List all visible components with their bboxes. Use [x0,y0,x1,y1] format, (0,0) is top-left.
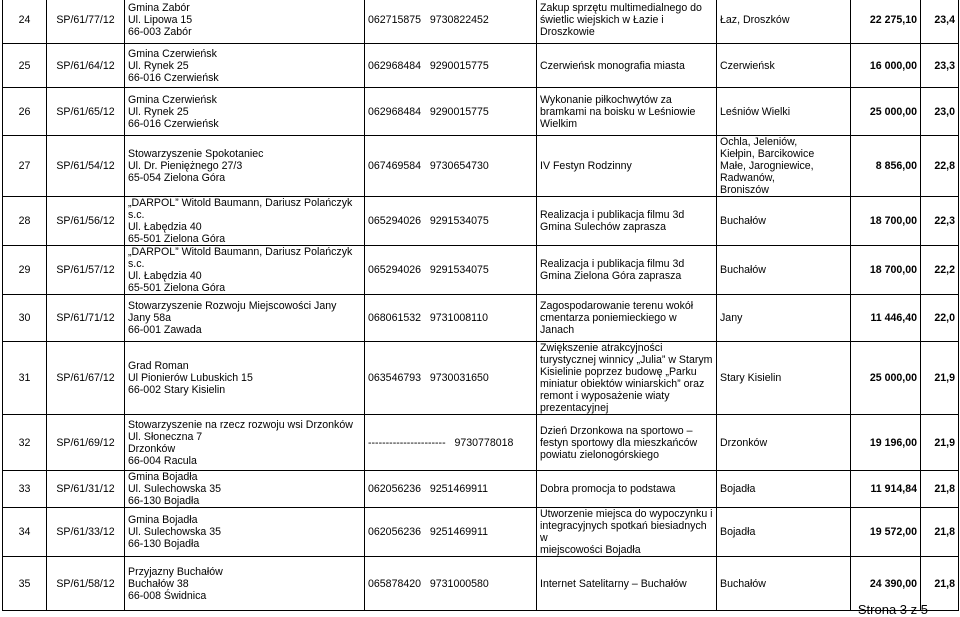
project-purpose-line: Realizacja i publikacja filmu 3d [540,209,685,221]
location-line: Ochla, Jeleniów, [720,136,798,148]
project-purpose-line: miejscowości Bojadła [540,544,641,556]
location-line: Łaz, Droszków [720,14,790,26]
applicant-line: Ul. Rynek 25 [128,105,189,118]
project-purpose-line: IV Festyn Rodzinny [540,160,632,172]
location [717,0,851,44]
case-signature: SP/61/33/12 [47,508,125,557]
case-signature: SP/61/71/12 [47,295,125,342]
applicant-line: Przyjazny Buchałów [128,565,223,578]
location [717,508,851,557]
applicant-line: Buchałów 38 [128,577,189,590]
applicant [125,0,365,44]
project-purpose-line: Realizacja i publikacja filmu 3d [540,258,685,270]
id-numbers [365,508,537,557]
applicant-line: „DARPOL” Witold Baumann, Dariusz Polańczyk s.c. [128,246,353,270]
location [717,136,851,197]
location-line: Kiełpin, Barcikowice [720,148,815,160]
page-number: Strona 3 z 5 [857,602,928,617]
location [717,88,851,136]
applicant-line: Gmina Czerwieńsk [128,93,217,106]
applicant [125,415,365,471]
case-signature: SP/61/67/12 [47,342,125,415]
location-line: Jany [720,312,743,324]
row-number: 34 [3,508,47,557]
table-row [3,44,959,88]
grant-amount: 25 000,00 [851,342,921,415]
nip-number: ---------------------- [368,436,446,449]
table-body [3,0,959,611]
score-value: 21,8 [921,557,959,611]
project-purpose-line: Zwiększenie atrakcyjności [540,342,663,354]
project-purpose-line: Wielkim [540,117,578,130]
applicant-line: 66-130 Bojadła [128,495,200,507]
project-purpose-line: Zagospodarowanie terenu wokół [540,300,694,312]
applicant-line: Ul. Łabędzia 40 [128,270,202,282]
applicant-line: 66-008 Świdnica [128,589,207,602]
score-value: 22,2 [921,246,959,295]
applicant-line: Ul. Lipowa 15 [128,14,193,26]
nip-number: 068061532 [368,312,422,324]
score-value: 21,8 [921,471,959,508]
case-signature: SP/61/31/12 [47,471,125,508]
project-purpose-line: świetlic wiejskich w Łazie i [540,14,664,26]
grant-amount: 18 700,00 [851,197,921,246]
project-purpose-line: festyn sportowy dla mieszkańców [540,436,698,449]
table-row [3,471,959,508]
table-row [3,415,959,471]
grant-amount: 19 196,00 [851,415,921,471]
location [717,197,851,246]
applicant [125,136,365,197]
applicant-line: Jany 58a [128,312,171,324]
applicant [125,295,365,342]
project-purpose-line: integracyjnych spotkań biesiadnych w [540,520,707,544]
location-line: Bojadła [720,526,756,538]
applicant-line: Ul. Dr. Pieniężnego 27/3 [128,160,243,172]
nip-number: 067469584 [368,160,422,172]
row-number: 25 [3,44,47,88]
id-numbers [365,471,537,508]
regon-number: 9730031650 [429,372,489,384]
id-numbers [365,136,537,197]
applicant-line: 65-501 Zielona Góra [128,233,226,245]
applicant-line: Drzonków [128,442,176,455]
id-numbers [365,88,537,136]
project-purpose [537,44,717,88]
applicant-line: Ul. Sulechowska 35 [128,526,222,538]
id-numbers [365,44,537,88]
location-line: Bojadła [720,483,756,495]
location-line: Drzonków [720,436,768,449]
location [717,557,851,611]
case-signature: SP/61/69/12 [47,415,125,471]
case-signature: SP/61/77/12 [47,0,125,44]
case-signature: SP/61/57/12 [47,246,125,295]
nip-number: 062968484 [368,105,422,118]
project-purpose [537,295,717,342]
project-purpose-line: Utworzenie miejsca do wypoczynku i [540,508,713,520]
project-purpose [537,136,717,197]
location-line: Buchałów [720,264,766,276]
applicant [125,246,365,295]
table-row [3,246,959,295]
regon-number: 9731008110 [429,312,489,324]
grant-amount: 25 000,00 [851,88,921,136]
applicant-line: „DARPOL” Witold Baumann, Dariusz Polańczyk s.c. [128,197,353,221]
applicant [125,557,365,611]
regon-number: 9291534075 [429,264,489,276]
project-purpose-line: Wykonanie piłkochwytów za [540,93,672,106]
applicant-line: Ul Pionierów Lubuskich 15 [128,372,253,384]
case-signature: SP/61/64/12 [47,44,125,88]
regon-number: 9730778018 [454,436,514,449]
row-number: 28 [3,197,47,246]
nip-number: 062968484 [368,59,422,72]
location-line: Małe, Jarogniewice, [720,160,814,172]
location-line: Czerwieńsk [720,59,775,72]
table-row [3,342,959,415]
table-row [3,557,959,611]
regon-number: 9731000580 [429,577,489,590]
table-row [3,0,959,44]
location-line: Leśniów Wielki [720,105,791,118]
location-line: Buchałów [720,577,766,590]
score-value: 22,0 [921,295,959,342]
applicant [125,88,365,136]
location-line: Buchałów [720,215,766,227]
regon-number: 9730654730 [429,160,489,172]
applicant-line: 65-501 Zielona Góra [128,282,226,294]
row-number: 30 [3,295,47,342]
applicant-line: Ul. Łabędzia 40 [128,221,202,233]
applicant-line: 66-004 Racula [128,454,197,467]
location [717,471,851,508]
project-purpose-line: Zakup sprzętu multimedialnego do [540,2,702,14]
applicant-line: Gmina Zabór [128,2,190,14]
applicant [125,342,365,415]
applicant-line: Ul. Słoneczna 7 [128,430,203,443]
applicant-line: 66-016 Czerwieńsk [128,71,219,84]
project-purpose [537,557,717,611]
nip-number: 065294026 [368,264,422,276]
applicant-line: 66-016 Czerwieńsk [128,117,219,130]
score-value: 23,3 [921,44,959,88]
case-signature: SP/61/56/12 [47,197,125,246]
id-numbers [365,246,537,295]
id-numbers [365,557,537,611]
location [717,246,851,295]
grant-amount: 24 390,00 [851,557,921,611]
grant-amount: 16 000,00 [851,44,921,88]
regon-number: 9290015775 [429,105,489,118]
table-row [3,197,959,246]
nip-number: 063546793 [368,372,422,384]
grant-amount: 8 856,00 [851,136,921,197]
project-purpose-line: bramkami na boisku w Leśniowie [540,105,696,118]
project-purpose-line: Dobra promocja to podstawa [540,483,676,495]
project-purpose-line: powiatu zielonogórskiego [540,448,659,461]
score-value: 21,9 [921,342,959,415]
applicant-line: 66-130 Bojadła [128,538,200,550]
project-purpose-line: miniatur obiektów winiarskich” oraz [540,378,705,390]
nip-number: 065294026 [368,215,422,227]
applicant-line: 66-002 Stary Kisielin [128,384,226,396]
case-signature: SP/61/54/12 [47,136,125,197]
score-value: 23,0 [921,88,959,136]
applicant-line: Gmina Bojadła [128,514,198,526]
applicant-line: Stowarzyszenie Rozwoju Miejscowości Jany [128,300,337,312]
row-number: 35 [3,557,47,611]
applicant-line: Gmina Bojadła [128,471,198,483]
applicant [125,471,365,508]
applicant [125,197,365,246]
score-value: 21,9 [921,415,959,471]
project-purpose-line: Czerwieńsk monografia miasta [540,59,685,72]
project-purpose-line: Droszkowie [540,26,595,38]
table-row [3,136,959,197]
location-line: Broniszów [720,184,769,196]
case-signature: SP/61/65/12 [47,88,125,136]
regon-number: 9251469911 [429,526,489,538]
row-number: 33 [3,471,47,508]
id-numbers [365,415,537,471]
grant-amount: 11 914,84 [851,471,921,508]
location [717,44,851,88]
applicant-line: 66-001 Zawada [128,324,202,336]
project-purpose-line: Gmina Sulechów zaprasza [540,221,667,233]
applicant-line: Stowarzyszenie Spokotaniec [128,148,264,160]
row-number: 26 [3,88,47,136]
id-numbers [365,197,537,246]
grant-amount: 22 275,10 [851,0,921,44]
project-purpose [537,246,717,295]
grant-amount: 18 700,00 [851,246,921,295]
row-number: 32 [3,415,47,471]
project-purpose [537,415,717,471]
applicant-line: Grad Roman [128,360,189,372]
id-numbers [365,0,537,44]
row-number: 29 [3,246,47,295]
score-value: 21,8 [921,508,959,557]
applicant-line: Stowarzyszenie na rzecz rozwoju wsi Drzonków [128,418,353,431]
project-purpose-line: remont i wyposażenie wiaty [540,390,670,402]
row-number: 24 [3,0,47,44]
id-numbers [365,295,537,342]
nip-number: 062715875 [368,14,422,26]
project-purpose [537,342,717,415]
score-value: 22,8 [921,136,959,197]
project-purpose-line: prezentacyjnej [540,402,609,414]
applicant [125,508,365,557]
location [717,342,851,415]
case-signature: SP/61/58/12 [47,557,125,611]
table-row [3,508,959,557]
applicant-line: Ul. Sulechowska 35 [128,483,222,495]
project-purpose-line: Gmina Zielona Góra zaprasza [540,270,682,282]
applicant [125,44,365,88]
regon-number: 9290015775 [429,59,489,72]
location [717,415,851,471]
score-value: 22,3 [921,197,959,246]
nip-number: 062056236 [368,526,422,538]
applicant-line: Gmina Czerwieńsk [128,47,217,60]
project-purpose-line: Internet Satelitarny – Buchałów [540,577,687,590]
project-purpose-line: cmentarza poniemieckiego w Janach [540,312,677,336]
row-number: 27 [3,136,47,197]
grant-amount: 11 446,40 [851,295,921,342]
regon-number: 9730822452 [429,14,489,26]
nip-number: 065878420 [368,577,422,590]
project-purpose-line: turystycznej winnicy „Julia” w Starym [540,354,713,366]
table-row [3,295,959,342]
table-row [3,88,959,136]
regon-number: 9251469911 [429,483,489,495]
project-purpose [537,197,717,246]
applicant-line: 66-003 Zabór [128,26,192,38]
score-value: 23,4 [921,0,959,44]
project-purpose-line: Dzień Drzonkowa na sportowo – [540,424,693,437]
project-purpose [537,471,717,508]
project-purpose [537,88,717,136]
regon-number: 9291534075 [429,215,489,227]
location-line: Radwanów, [720,172,775,184]
project-purpose [537,508,717,557]
id-numbers [365,342,537,415]
project-purpose [537,0,717,44]
applicant-line: 65-054 Zielona Góra [128,172,226,184]
location-line: Stary Kisielin [720,372,782,384]
grants-table [2,0,959,611]
grant-amount: 19 572,00 [851,508,921,557]
nip-number: 062056236 [368,483,422,495]
row-number: 31 [3,342,47,415]
location [717,295,851,342]
project-purpose-line: Kisielinie poprzez budowę „Parku [540,366,697,378]
applicant-line: Ul. Rynek 25 [128,59,189,72]
